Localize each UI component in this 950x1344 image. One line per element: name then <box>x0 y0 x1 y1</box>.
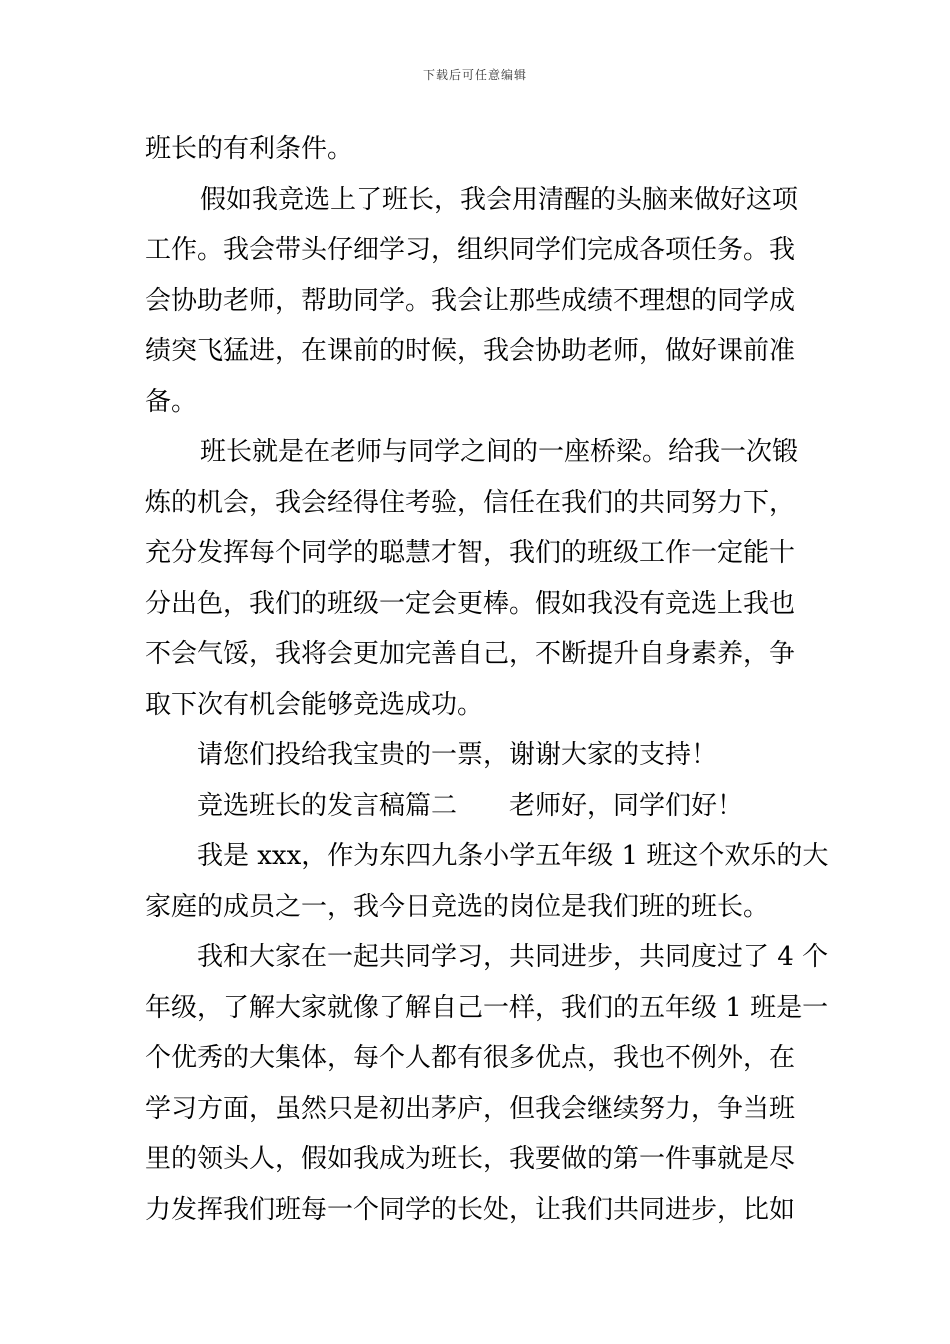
text-line: 不会气馁，我将会更加完善自己，不断提升自身素养，争 <box>145 639 796 669</box>
text-line: 炼的机会，我会经得住考验，信任在我们的共同努力下， <box>145 487 796 518</box>
text-line: 会协助老师，帮助同学。我会让那些成绩不理想的同学成 <box>145 285 796 316</box>
document-body <box>145 124 829 1235</box>
section-title: 竞选班长的发言稿篇二 <box>197 790 458 821</box>
text-line: 力发挥我们班每一个同学的长处，让我们共同进步，比如 <box>145 1194 796 1225</box>
text-line: 分出色，我们的班级一定会更棒。假如我没有竞选上我也 <box>145 588 796 619</box>
text-line: 假如我竞选上了班长，我会用清醒的头脑来做好这项 <box>200 184 799 215</box>
text-line: 我是 xxx，作为东四九条小学五年级 1 班这个欢乐的大 <box>197 841 829 871</box>
text-line: 班长的有利条件。 <box>145 134 354 164</box>
text-line: 备。 <box>145 386 198 417</box>
text-line: 工作。我会带头仔细学习，组织同学们完成各项任务。我 <box>145 235 796 265</box>
greeting: 老师好，同学们好！ <box>509 790 744 821</box>
text-line: 年级，了解大家就像了解自己一样，我们的五年级 1 班是一 <box>145 992 829 1023</box>
page-header: 下载后可任意编辑 <box>422 68 527 82</box>
text-line: 我和大家在一起共同学习，共同进步，共同度过了 4 个 <box>197 942 829 972</box>
text-line <box>145 781 815 832</box>
text-line: 取下次有机会能够竞选成功。 <box>145 689 484 720</box>
text-line: 班长就是在老师与同学之间的一座桥梁。给我一次锻 <box>200 437 799 467</box>
text-line: 学习方面，虽然只是初出茅庐，但我会继续努力，争当班 <box>145 1093 796 1124</box>
text-line: 请您们投给我宝贵的一票，谢谢大家的支持！ <box>197 740 718 770</box>
text-line: 里的领头人，假如我成为班长，我要做的第一件事就是尽 <box>145 1144 796 1174</box>
text-line: 个优秀的大集体，每个人都有很多优点，我也不例外，在 <box>145 1043 796 1073</box>
text-line: 绩突飞猛进，在课前的时候，我会协助老师，做好课前准 <box>145 336 796 366</box>
text-line: 家庭的成员之一，我今日竞选的岗位是我们班的班长。 <box>145 891 770 922</box>
text-line: 充分发挥每个同学的聪慧才智，我们的班级工作一定能十 <box>145 538 796 568</box>
